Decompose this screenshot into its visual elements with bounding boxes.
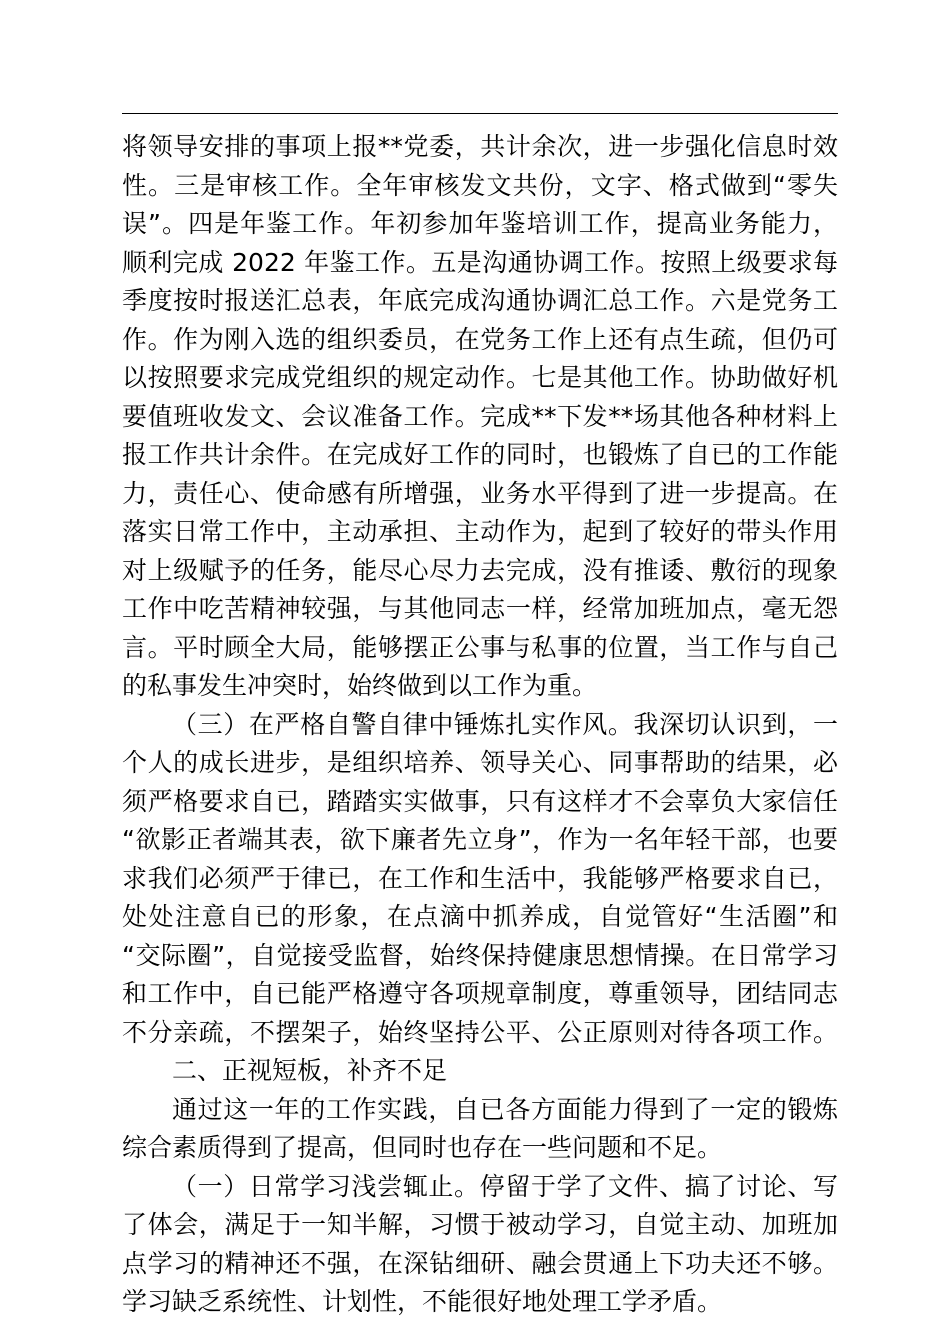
text-line: “交际圈”，自觉接受监督，始终保持健康思想情操。在日常学习 <box>122 940 838 970</box>
text-line: 报工作共计余件。在完成好工作的同时，也锻炼了自已的工作能 <box>122 440 838 469</box>
text-line: 点学习的精神还不强，在深钻细研、融会贯通上下功夫还不够。 <box>122 1248 838 1278</box>
text-line: 不分亲疏，不摆架子，始终坚持公平、公正原则对待各项工作。 <box>122 1017 838 1047</box>
text-line: （一）日常学习浅尝辄止。停留于学了文件、搞了讨论、写 <box>172 1171 838 1201</box>
text-line: 了体会，满足于一知半解，习惯于被动学习，自觉主动、加班加 <box>122 1210 838 1239</box>
text-line: 要值班收发文、会议准备工作。完成**下发**场其他各种材料上 <box>122 401 838 431</box>
body-text <box>122 128 838 1322</box>
text-line: 性。三是审核工作。全年审核发文共份，文字、格式做到“零失 <box>122 170 838 200</box>
text-line: 误”。四是年鉴工作。年初参加年鉴培训工作，提高业务能力， <box>122 209 838 238</box>
text-line: 求我们必须严于律已，在工作和生活中，我能够严格要求自已， <box>122 863 838 893</box>
text-line: 须严格要求自已，踏踏实实做事，只有这样才不会辜负大家信任 <box>122 786 838 816</box>
text-line: 个人的成长进步，是组织培养、领导关心、同事帮助的结果，必 <box>122 748 838 777</box>
text-line: 以按照要求完成党组织的规定动作。七是其他工作。协助做好机 <box>122 363 838 392</box>
text-line: “欲影正者端其表，欲下廉者先立身”，作为一名年轻干部，也要 <box>122 825 838 854</box>
text-line: 落实日常工作中，主动承担、主动作为，起到了较好的带头作用 <box>122 517 838 546</box>
text-line: 二、正视短板，补齐不足 <box>172 1056 448 1085</box>
text-line: 力，责任心、使命感有所增强，业务水平得到了进一步提高。在 <box>122 478 838 508</box>
text-line: 处处注意自已的形象，在点滴中抓养成，自觉管好“生活圈”和 <box>122 902 838 931</box>
text-line: 顺利完成 2022 年鉴工作。五是沟通协调工作。按照上级要求每 <box>122 247 838 277</box>
text-line: 综合素质得到了提高，但同时也存在一些问题和不足。 <box>122 1133 723 1162</box>
text-line: 通过这一年的工作实践，自已各方面能力得到了一定的锻炼 <box>172 1094 838 1124</box>
text-line: 学习缺乏系统性、计划性，不能很好地处理工学矛盾。 <box>122 1287 723 1316</box>
text-line: 季度按时报送汇总表，年底完成沟通协调汇总工作。六是党务工 <box>122 286 838 315</box>
text-line: 将领导安排的事项上报**党委，共计余次，进一步强化信息时效 <box>122 132 838 161</box>
header-rule <box>122 113 838 114</box>
text-line: 工作中吃苦精神较强，与其他同志一样，经常加班加点，毫无怨 <box>122 594 838 623</box>
text-line: 的私事发生冲突时，始终做到以工作为重。 <box>122 671 598 700</box>
text-line: 言。平时顾全大局，能够摆正公事与私事的位置，当工作与自己 <box>122 632 838 662</box>
text-line: （三）在严格自警自律中锤炼扎实作风。我深切认识到，一 <box>172 709 838 739</box>
text-line: 和工作中，自已能严格遵守各项规章制度，尊重领导，团结同志 <box>122 979 838 1008</box>
text-line: 作。作为刚入选的组织委员，在党务工作上还有点生疏，但仍可 <box>122 324 838 354</box>
text-line: 对上级赋予的任务，能尽心尽力去完成，没有推诿、敷衍的现象 <box>122 555 838 585</box>
